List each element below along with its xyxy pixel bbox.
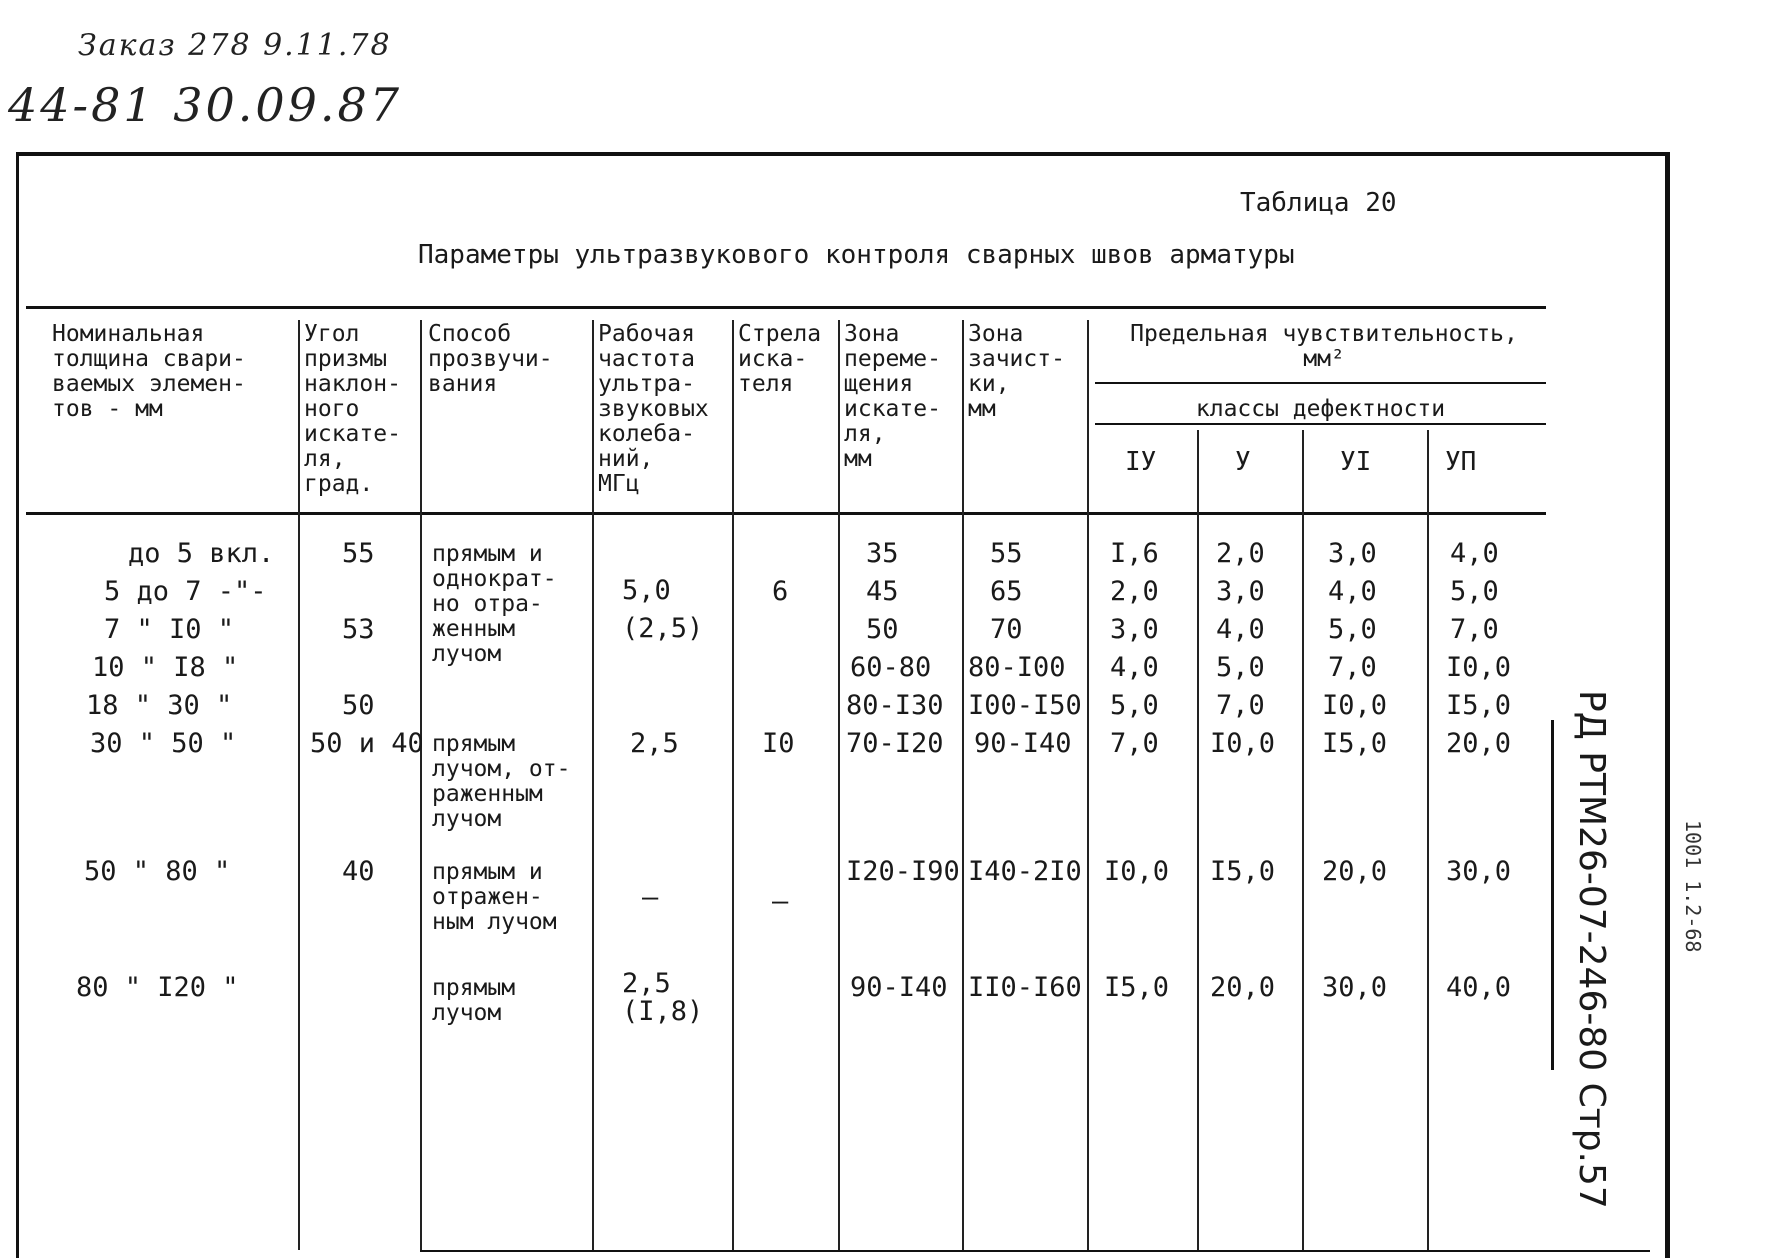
move-row-7: I20-I90 [846,856,960,887]
s3-row-2: 4,0 [1328,576,1377,607]
s4-row-5: I5,0 [1446,690,1512,721]
header-bottom-rule [26,512,1546,515]
move-row-6: 70-I20 [846,728,944,759]
angle-5: 40 [342,856,375,887]
handwritten-order-note: Заказ 278 9.11.78 [78,28,392,63]
angle-4: 50 и 40 [310,728,424,759]
col-rule-7 [1087,320,1089,1250]
s3-row-1: 3,0 [1328,538,1377,569]
method-4: прямым лучом [432,975,516,1026]
header-class-1: IУ [1125,447,1157,477]
s1-row-2: 2,0 [1110,576,1159,607]
side-stamp-rule [1551,720,1554,1070]
s1-row-6: 7,0 [1110,728,1159,759]
side-archive-note: 1001 1.2-68 [1681,820,1705,953]
col-rule-2 [420,320,422,1250]
s1-row-8: I5,0 [1104,972,1170,1003]
s2-row-5: 7,0 [1216,690,1265,721]
col-rule-3 [592,320,594,1250]
s1-row-1: I,6 [1110,538,1159,569]
s2-row-4: 5,0 [1216,652,1265,683]
header-angle: Угол призмы наклон- ного искате- ля, град. [304,321,401,497]
header-sensitivity: Предельная чувствительность, мм² [1130,321,1518,372]
thickness-row-5: 18 " 30 " [86,690,233,721]
frequency-2: 2,5 [630,728,679,759]
handwritten-date-note: 44-81 30.09.87 [8,78,403,132]
s3-row-4: 7,0 [1328,652,1377,683]
s4-row-4: I0,0 [1446,652,1512,683]
header-move-zone: Зона переме- щения искате- ля, мм [844,321,941,472]
method-2: прямым лучом, от- раженным лучом [432,731,571,832]
page-frame [16,152,1670,1258]
s3-row-5: I0,0 [1322,690,1388,721]
frequency-4: 2,5 (I,8) [622,968,704,1027]
clean-row-4: 80-I00 [968,652,1066,683]
thickness-row-7: 50 " 80 " [84,856,231,887]
method-1: прямым и однократ- но отра- женным лучом [432,541,557,667]
method-3: прямым и отражен- ным лучом [432,859,557,935]
col-rule-8 [1197,430,1199,1250]
col-rule-9 [1302,430,1304,1250]
sensitivity-rule [1095,382,1546,384]
arrow-1: 6 [772,576,789,607]
frequency-1: 5,0 (2,5) [622,575,704,644]
s4-row-7: 30,0 [1446,856,1512,887]
frequency-3: — [642,882,659,913]
clean-row-6: 90-I40 [974,728,1072,759]
header-clean-zone: Зона зачист- ки, мм [968,321,1065,422]
s2-row-2: 3,0 [1216,576,1265,607]
s1-row-5: 5,0 [1110,690,1159,721]
move-row-5: 80-I30 [846,690,944,721]
s4-row-3: 7,0 [1450,614,1499,645]
s2-row-6: I0,0 [1210,728,1276,759]
col-rule-4 [732,320,734,1250]
s1-row-4: 4,0 [1110,652,1159,683]
arrow-2: I0 [762,728,795,759]
angle-1: 55 [342,538,375,569]
thickness-row-3: 7 " I0 " [104,614,235,645]
move-row-2: 45 [866,576,899,607]
thickness-row-8: 80 " I20 " [76,972,239,1003]
arrow-3: — [772,886,789,917]
clean-row-3: 70 [990,614,1023,645]
s1-row-7: I0,0 [1104,856,1170,887]
s3-row-7: 20,0 [1322,856,1388,887]
s2-row-3: 4,0 [1216,614,1265,645]
s2-row-7: I5,0 [1210,856,1276,887]
header-top-rule [26,306,1546,309]
s2-row-8: 20,0 [1210,972,1276,1003]
page-bottom-rule [420,1250,1650,1252]
clean-row-7: I40-2I0 [968,856,1082,887]
thickness-row-1: до 5 вкл. [128,538,275,569]
move-row-3: 50 [866,614,899,645]
s4-row-8: 40,0 [1446,972,1512,1003]
header-thickness: Номинальная толщина свари- ваемых элемен- тов - мм [52,321,246,422]
thickness-row-4: 10 " I8 " [92,652,239,683]
angle-3: 50 [342,690,375,721]
s4-row-6: 20,0 [1446,728,1512,759]
clean-row-8: II0-I60 [968,972,1082,1003]
s4-row-2: 5,0 [1450,576,1499,607]
s3-row-3: 5,0 [1328,614,1377,645]
header-class-2: У [1235,447,1251,477]
col-rule-10 [1427,430,1429,1250]
thickness-row-6: 30 " 50 " [90,728,237,759]
classes-rule [1095,423,1546,425]
header-classes: классы дефектности [1195,396,1446,422]
col-rule-1 [298,320,300,1250]
clean-row-5: I00-I50 [968,690,1082,721]
s3-row-8: 30,0 [1322,972,1388,1003]
angle-2: 53 [342,614,375,645]
s2-row-1: 2,0 [1216,538,1265,569]
move-row-1: 35 [866,538,899,569]
table-title: Параметры ультразвукового контроля сварных швов арматуры [418,240,1295,270]
side-document-code: РД РТМ26-07-246-80 Стр.57 [1571,690,1612,1209]
clean-row-2: 65 [990,576,1023,607]
thickness-row-2: 5 до 7 -"- [104,576,267,607]
table-number: Таблица 20 [1240,188,1397,218]
header-frequency: Рабочая частота ультра- звуковых колеба- ний, МГц [598,321,709,497]
s4-row-1: 4,0 [1450,538,1499,569]
header-arrow: Стрела иска- теля [738,321,822,397]
header-class-4: УП [1445,447,1477,477]
clean-row-1: 55 [990,538,1023,569]
col-rule-6 [962,320,964,1250]
s1-row-3: 3,0 [1110,614,1159,645]
s3-row-6: I5,0 [1322,728,1388,759]
move-row-8: 90-I40 [850,972,948,1003]
col-rule-5 [838,320,840,1250]
header-class-3: УI [1340,447,1372,477]
move-row-4: 60-80 [850,652,932,683]
header-method: Способ прозвучи- вания [428,321,553,397]
